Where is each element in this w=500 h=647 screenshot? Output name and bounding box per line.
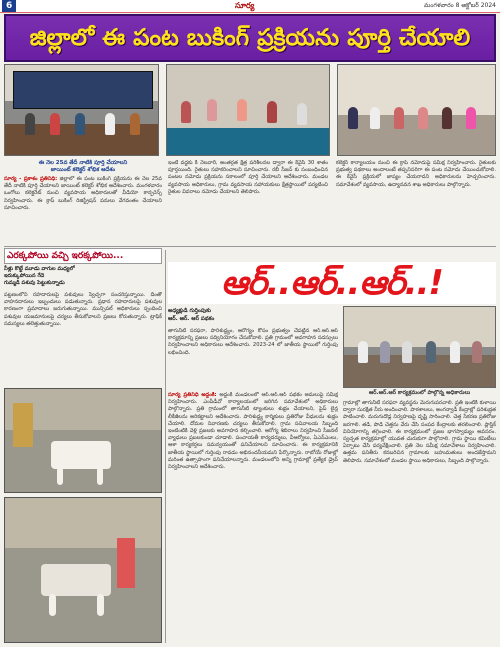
paper-name: సూర్య	[235, 1, 255, 10]
rrr-meeting-photo	[343, 306, 496, 388]
section-divider	[4, 246, 496, 247]
left-article-subtitle: నీళ్లు కొట్టే మూడు వాగుల మధ్యలో ఇరుక్కుపోయిన గేదె గుమ్మడి పశువు పెట్టుకున్నాడు	[4, 266, 75, 287]
street-photo-2	[4, 497, 162, 643]
article-column-2: ఇంటి వద్దకు కి నెలవారీ, అంతర్గత క్షేత్ర పరిశీలనల ద్వారా ఈ కేవైసీ 30 శాతం పూర్తయింది. రైతులు సహకరించాలని సూచించారు. రబీ సీజన్ కు సంబంధించిన పంటల నమోదు ప్రక్రియను సకాలంలో పూర్తి చేయాలని ఆదేశించారు. మండల వ్యవసాయ అధికారులు, గ్రామ వ్యవసాయ సహాయకులు క్షేత్రస్థాయిలో పర్యటించి రైతుల వివరాలు నమోదు చేయాలని తెలిపారు.	[168, 160, 328, 195]
column-rule	[165, 250, 166, 643]
main-headline: జిల్లాలో ఈ పంట బుకింగ్ ప్రక్రియను పూర్తి చేయాలి	[4, 14, 496, 62]
right-article-body: సూర్య ప్రతినిధి అద్దంకి: అద్దంకి మండలంలో ఆర్.ఆర్.ఆర్ పథకం అమలుపై సమీక్ష నిర్వహించారు. ఎంపీడీవో కార్యాలయంలో జరిగిన సమావేశంలో అధికారులు పాల్గొన్నారు. ప్రతి గ్రామంలో తాగునీటి ట్యాంకులు శుభ్రం చేయాలని, పైప్ లైన్ల లీకేజీలను అరికట్టాలని ఆదేశించారు. పారిశుద్ధ్య కార్మికులు ప్రతిరోజు వీధులను శుభ్రం చేయాలి. దోమల నివారణకు చర్యలు తీసుకోవాలి. గ్రామ సచివాలయ సిబ్బంది ఇంటింటికి వెళ్లి ప్రజలకు అవగాహన కల్పించాలి. ఆరోగ్య శిబిరాలు నిర్వహించి సీజనల్ వ్యాధులు ప్రబలకుండా చూడాలి. పంచాయతీ కార్యదర్శులు, వీఆర్వోలు, ఏఎన్ఎంలు, ఆశా కార్యకర్తలు సమన్వయంతో పనిచేయాలని సూచించారు. ఈ కార్యక్రమానికి జాతీయ స్థాయిలో గుర్తింపు రావడం అభినందనీయమని పేర్కొన్నారు. రాబోయే రోజుల్లో మరింత ఉత్సాహంగా పనిచేయాలన్నారు. మండలంలోని అన్ని గ్రామాల్లో ప్రత్యేక డ్రైవ్ నిర్వహించాలని ఆదేశించారు.	[168, 392, 338, 471]
meeting-photo-3	[337, 64, 496, 156]
meeting-photo-2	[166, 64, 330, 156]
article-column-1: సూర్య - ప్రకాశం ప్రతినిధి: జిల్లాలో ఈ పంట బుకింగ్ ప్రక్రియను ఈ నెల 25వ తేదీ నాటికి పూర్తి చేయాలని జాయింట్ కలెక్టర్ శోభిక ఆదేశించారు. మంగళవారం ఒంగోలు కలెక్టరేట్ నుంచి వ్యవసాయ అధికారులతో వీడియో కాన్ఫరెన్స్ నిర్వహించారు. ఈ క్రాప్ బుకింగ్ రిజిస్ట్రేషన్ పనులు వేగవంతం చేయాలని సూచించారు.	[4, 176, 162, 211]
right-article-intro: తాగునీటి సరఫరా, పారిశుద్ధ్యం, ఆరోగ్యం కోసం ప్రభుత్వం చేపట్టిన ఆర్.ఆర్.ఆర్ కార్యక్రమాన్ని ప్రజలు సద్వినియోగం చేసుకోవాలి. ప్రతి గ్రామంలో అవగాహన సదస్సులు నిర్వహించాలని అధికారులు ఆదేశించారు. 2023-24 లో జాతీయ స్థాయిలో గుర్తింపు లభించింది.	[168, 328, 338, 356]
meeting-photo-1	[4, 64, 159, 156]
page-number: 6	[2, 0, 16, 12]
right-dateline: సూర్య ప్రతినిధి అద్దంకి:	[168, 392, 217, 398]
right-article-column-2: గ్రామాల్లో తాగునీటి సరఫరా వ్యవస్థను మెరుగుపరచాలి. ప్రతి ఇంటికి కుళాయి ద్వారా సురక్షిత నీరు అందించాలి. పాఠశాలలు, అంగన్వాడీ కేంద్రాల్లో పరిశుభ్రత పాటించాలి. మరుగుదొడ్ల నిర్వహణపై దృష్టి సారించాలి. చెత్త సేకరణ ప్రతిరోజు జరగాలి. తడి, పొడి చెత్తను వేరు చేసి సంపద కేంద్రాలకు తరలించాలి. ప్లాస్టిక్ వినియోగాన్ని తగ్గించాలి. ఈ కార్యక్రమంలో ప్రజల భాగస్వామ్యం అవసరం. స్వచ్ఛత కార్యక్రమాల్లో యువత చురుకుగా పాల్గొనాలి. గ్రామ స్థాయి కమిటీలు ఏర్పాటు చేసి పర్యవేక్షించాలి. ప్రతి నెల సమీక్ష సమావేశాలు నిర్వహించాలి. ఉత్తమ పనితీరు కనబరిచిన గ్రామాలకు బహుమతులు అందజేస్తామని తెలిపారు. సమావేశంలో మండల స్థాయి అధికారులు, సిబ్బంది పాల్గొన్నారు.	[343, 400, 496, 464]
rrr-photo-caption: ఆర్.ఆర్.ఆర్ కార్యక్రమంలో పాల్గొన్న అధికారులు	[368, 390, 471, 396]
dateline: సూర్య - ప్రకాశం ప్రతినిధి:	[4, 176, 58, 182]
street-photo-1	[4, 388, 162, 493]
page-header	[0, 0, 500, 13]
right-article-subtitle: అధ్యక్షుడి గుర్తింపుకు ఆర్. ఆర్. ఆర్ పథకం	[168, 308, 215, 322]
left-article-body: పట్టణంలోని రహదారులపై పశువులు స్వేచ్ఛగా సంచరిస్తున్నాయి. దీంతో వాహనదారులు ఇబ్బందులు పడుతున్నారు. ప్రధాన రహదారులపై పశువుల కారణంగా ప్రమాదాలు జరుగుతున్నాయి. మున్సిపల్ అధికారులు స్పందించి పశువుల యజమానులపై చర్యలు తీసుకోవాలని ప్రజలు కోరుతున్నారు. ట్రాఫిక్ సమస్యలు తలెత్తుతున్నాయి.	[4, 292, 162, 327]
right-article-title: ఆర్..ఆర్..ఆర్..!	[168, 262, 496, 304]
left-article-title: ఎరక్కపోయి వచ్చి ఇరక్కపోయి...	[4, 248, 162, 264]
photo-caption: ఈ నెల 25వ తేదీ నాటికి పూర్తి చేయాలని జాయింట్ కలెక్టర్ శోభిక ఆదేశం	[38, 160, 128, 173]
article-column-3: కలెక్టర్ కార్యాలయం నుంచి ఈ క్రాప్ నమోదుపై సమీక్ష నిర్వహించారు. రైతులకు ప్రభుత్వ పథకాలు అందాలంటే తప్పనిసరిగా ఈ పంట నమోదు చేయించుకోవాలి. ఈ కేవైసీ ప్రక్రియలో జాప్యం చేయరాదని అధికారులను హెచ్చరించారు. సమావేశంలో వ్యవసాయ, ఉద్యానవన శాఖ అధికారులు పాల్గొన్నారు.	[336, 160, 496, 188]
issue-date: మంగళవారం 8 అక్టోబర్ 2024	[424, 2, 496, 9]
